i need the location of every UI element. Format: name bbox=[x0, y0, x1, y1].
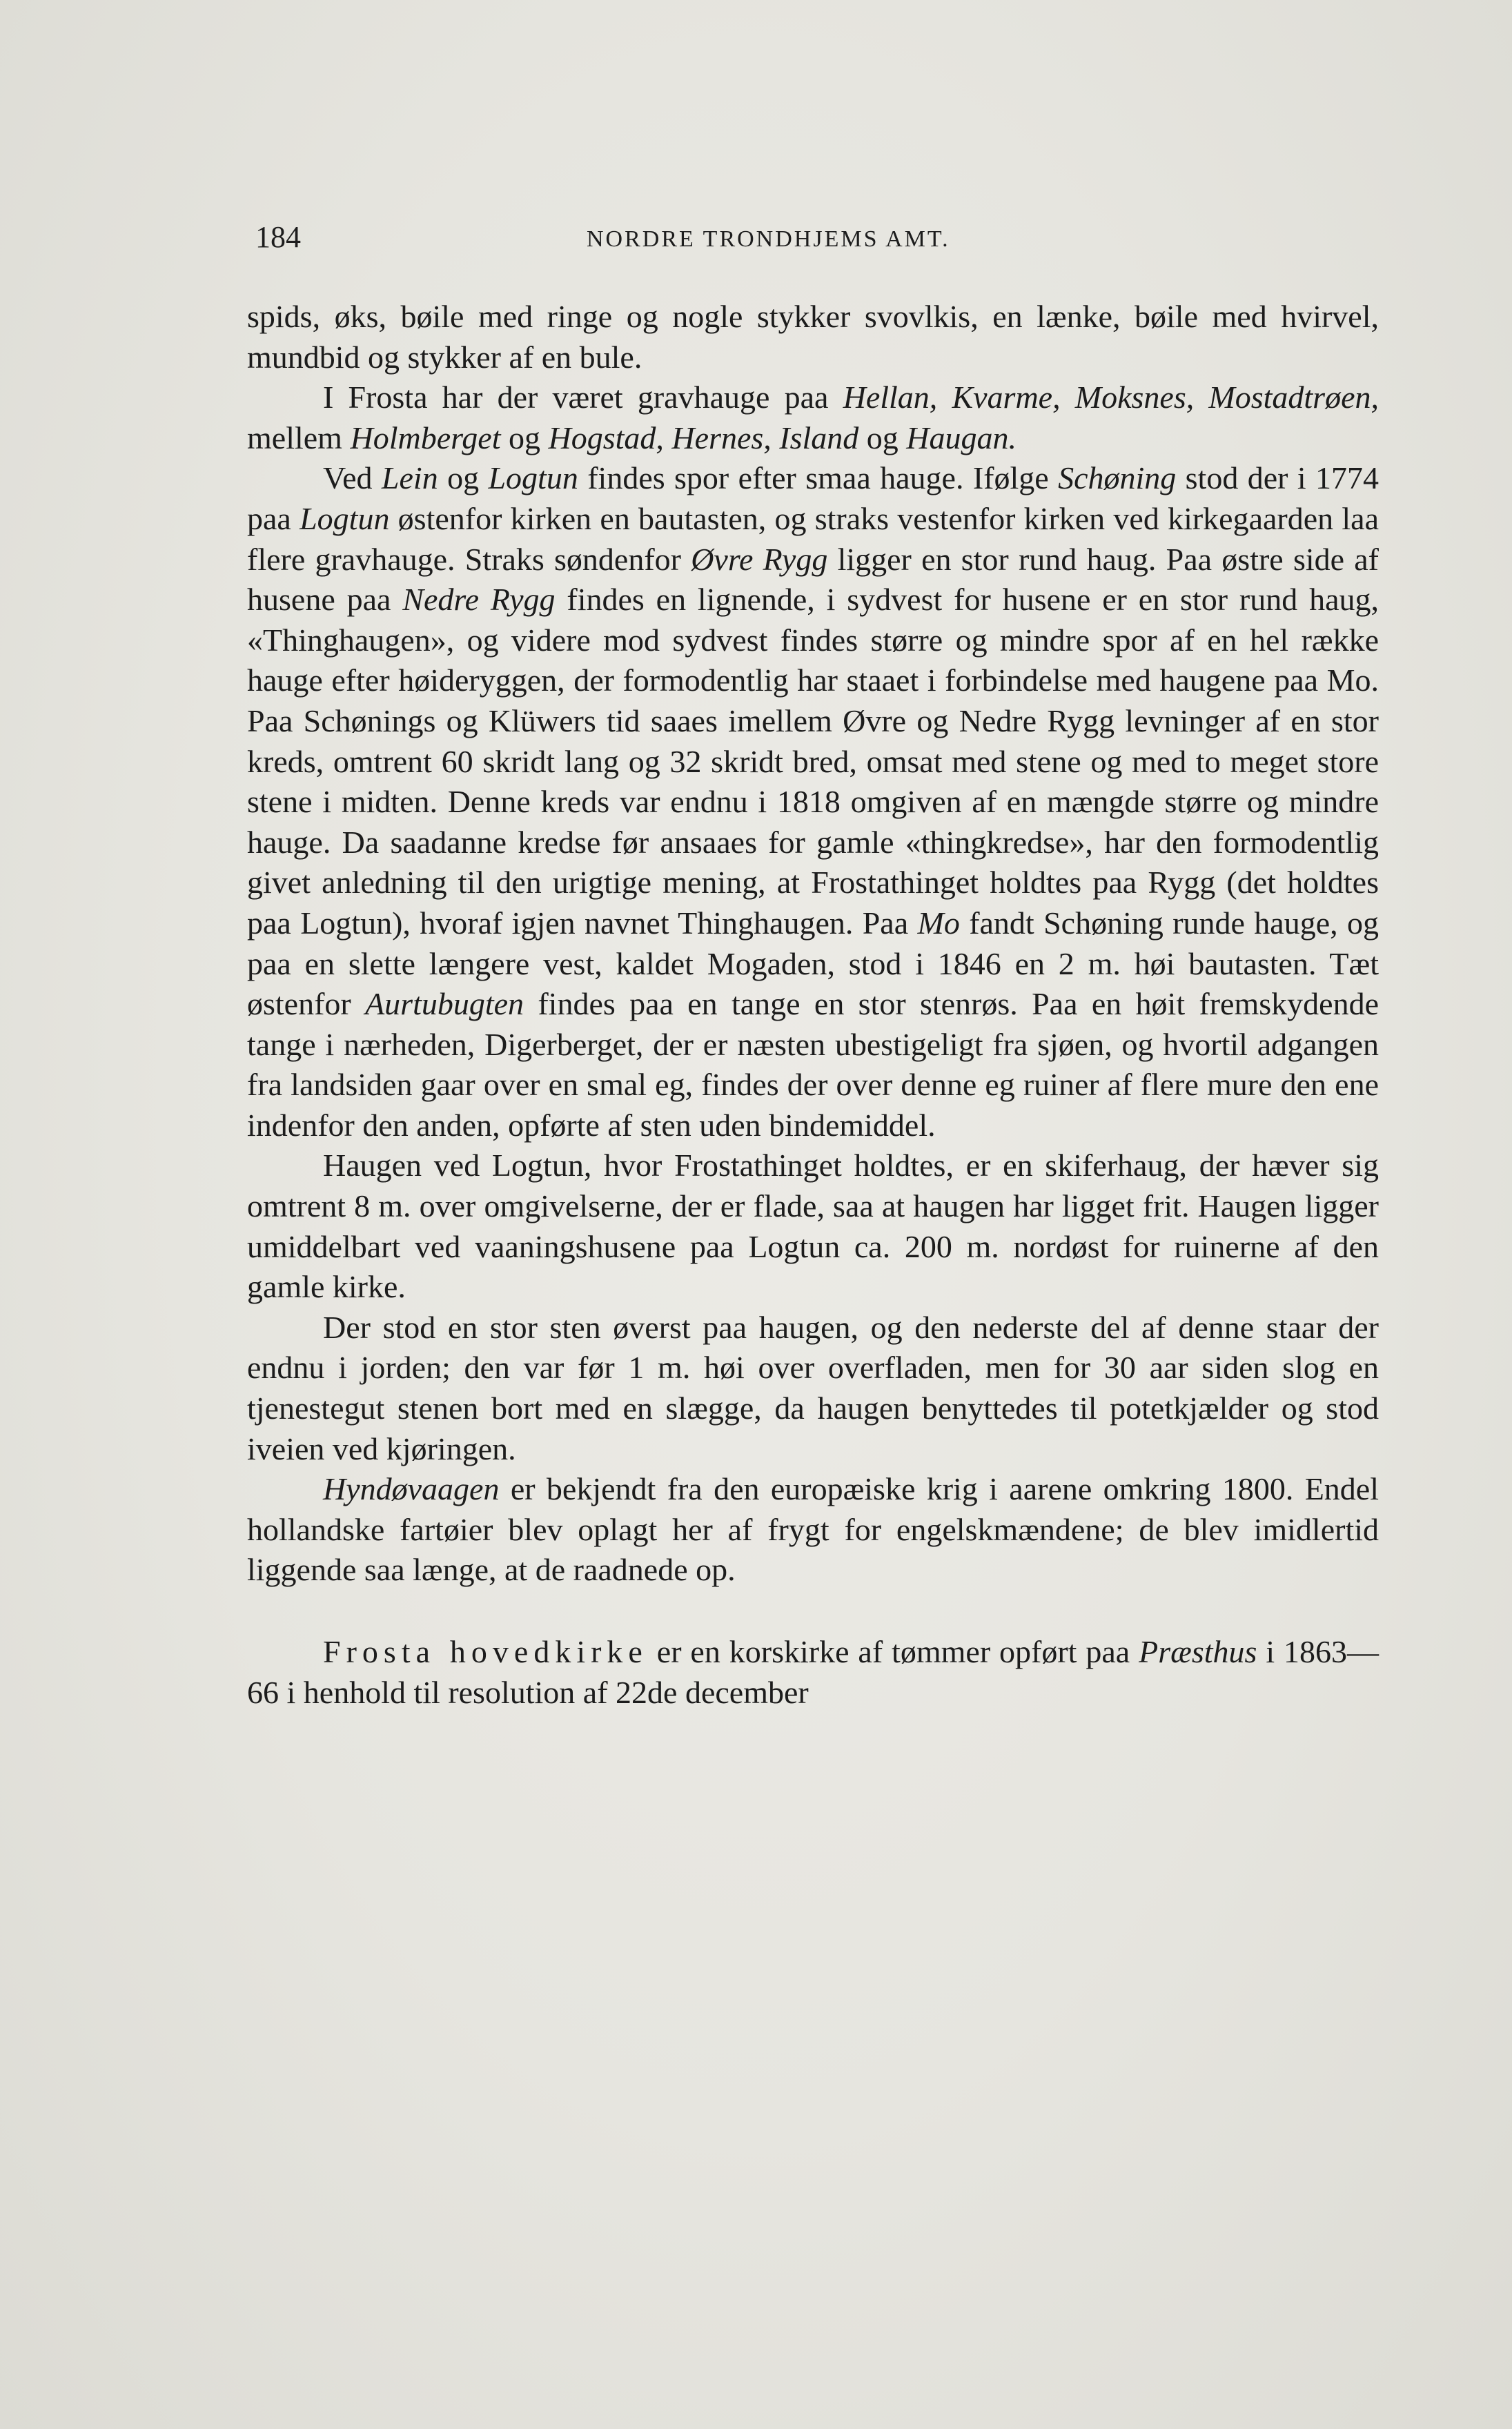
text-run: ligger en stor rund haug. Paa østre side af husene paa bbox=[247, 541, 1380, 618]
paragraph bbox=[247, 1308, 1379, 1469]
running-title: NORDRE TRONDHJEMS AMT. bbox=[587, 226, 950, 252]
text-run: Haugen ved Logtun, hvor Frostathinget holdtes, er en skiferhaug, der hæver sig omtrent 8 m. over omgivelserne, der er flade, saa at haugen har ligget frit. Haugen ligger umiddelbart ved vaaningshusene paa Logtun ca. 200 m. nordøst for ruinerne af den gamle kirke. bbox=[247, 1148, 1379, 1305]
text-run: I Frosta har der været gravhauge paa bbox=[323, 380, 843, 415]
paragraph bbox=[247, 377, 1379, 458]
italic-run: Mo bbox=[917, 905, 960, 941]
spaced-run: Frosta hovedkirke bbox=[323, 1634, 648, 1669]
text-run: findes paa en tange en stor stenrøs. Paa en høit fremskydende tange i nærheden, Digerberget, der er næsten ubestigeligt fra sjøen, og hvortil adgangen fra landsiden gaar over en smal eg, findes der over denne eg ruiner af flere mure den ene indenfor den anden, opførte af sten uden bindemiddel. bbox=[247, 986, 1379, 1143]
italic-run: Præsthus bbox=[1139, 1634, 1257, 1669]
text-run: i 1863—66 i henhold til resolution af 22de december bbox=[247, 1634, 1380, 1710]
italic-run: Øvre Rygg bbox=[691, 541, 828, 577]
text-run: Der stod en stor sten øverst paa haugen, og den nederste del af denne staar der endnu i jorden; den var før 1 m. høi over overfladen, men for 30 aar siden slog en tjenestegut stenen bort med en slægge, da haugen benyttedes til potetkjælder og stod iveien ved kjøringen. bbox=[247, 1309, 1379, 1466]
text-run: og bbox=[438, 460, 489, 496]
text-run: fandt Schøning runde hauge, og paa en slette længere vest, kaldet Mogaden, stod i 1846 en 2 m. høi bautasten. Tæt østenfor bbox=[247, 905, 1379, 1022]
italic-run: Hellan, Kvarme, Moksnes, Mostadtrøen, bbox=[843, 380, 1379, 415]
italic-run: Lein bbox=[381, 460, 438, 496]
text-run: mellem bbox=[247, 420, 351, 455]
text-run: stod der i 1774 paa bbox=[247, 460, 1379, 536]
text-run: spids, øks, bøile med ringe og nogle stykker svovlkis, en lænke, bøile med hvirvel, mundbid og stykker af en bule. bbox=[247, 299, 1379, 375]
italic-run: Haugan. bbox=[906, 420, 1017, 455]
text-run: er bekjendt fra den europæiske krig i aarene omkring 1800. Endel hollandske fartøier blev oplagt her af frygt for engelskmændene; de blev imidlertid liggende saa længe, at de raadnede op. bbox=[247, 1471, 1379, 1588]
text-run: findes spor efter smaa hauge. Ifølge bbox=[578, 460, 1059, 496]
italic-run: Holmberget bbox=[350, 420, 501, 455]
paragraph bbox=[247, 1469, 1379, 1591]
paragraph bbox=[247, 458, 1379, 1145]
text-run: findes en lignende, i sydvest for husene er en stor rund haug, «Thinghaugen», og videre mod sydvest findes større og mindre spor af en hel række hauge efter høideryggen, der formodentlig har staaet i forbindelse med haugene paa Mo. Paa Schønings og Klüwers tid saaes imellem Øvre og Nedre Rygg levninger af en stor kreds, omtrent 60 skridt lang og 32 skridt bred, omsat med stene og med to meget store stene i midten. Denne kreds var endnu i 1818 omgiven af en mængde større og mindre hauge. Da saadanne kredse før ansaaes for gamle «thingkredse», har den formodentlig givet anledning til den urigtige mening, at Frostathinget holdtes paa Rygg (det holdtes paa Logtun), hvoraf igjen navnet Thinghaugen. Paa bbox=[247, 582, 1379, 941]
text-run: Ved bbox=[323, 460, 382, 496]
page-header bbox=[255, 219, 1373, 261]
paragraph bbox=[247, 297, 1379, 377]
italic-run: Schøning bbox=[1058, 460, 1177, 496]
page-number: 184 bbox=[255, 220, 301, 254]
body-text bbox=[247, 297, 1379, 1713]
italic-run: Aurtubugten bbox=[365, 986, 524, 1022]
italic-run: Logtun bbox=[300, 500, 390, 536]
italic-run: Hyndøvaagen bbox=[323, 1471, 500, 1507]
text-run: er en korskirke af tømmer opført paa bbox=[647, 1634, 1139, 1669]
italic-run: Nedre Rygg bbox=[402, 582, 556, 618]
text-run: østenfor kirken en bautasten, og straks vestenfor kirken ved kirkegaarden laa flere gravhauge. Straks søndenfor bbox=[247, 500, 1380, 577]
italic-run: Logtun bbox=[488, 460, 578, 496]
italic-run: Hogstad, Hernes, Island bbox=[548, 420, 859, 455]
text-run: og bbox=[858, 420, 907, 455]
paragraph bbox=[247, 1145, 1379, 1307]
text-run: og bbox=[500, 420, 549, 455]
paragraph bbox=[247, 1632, 1379, 1713]
